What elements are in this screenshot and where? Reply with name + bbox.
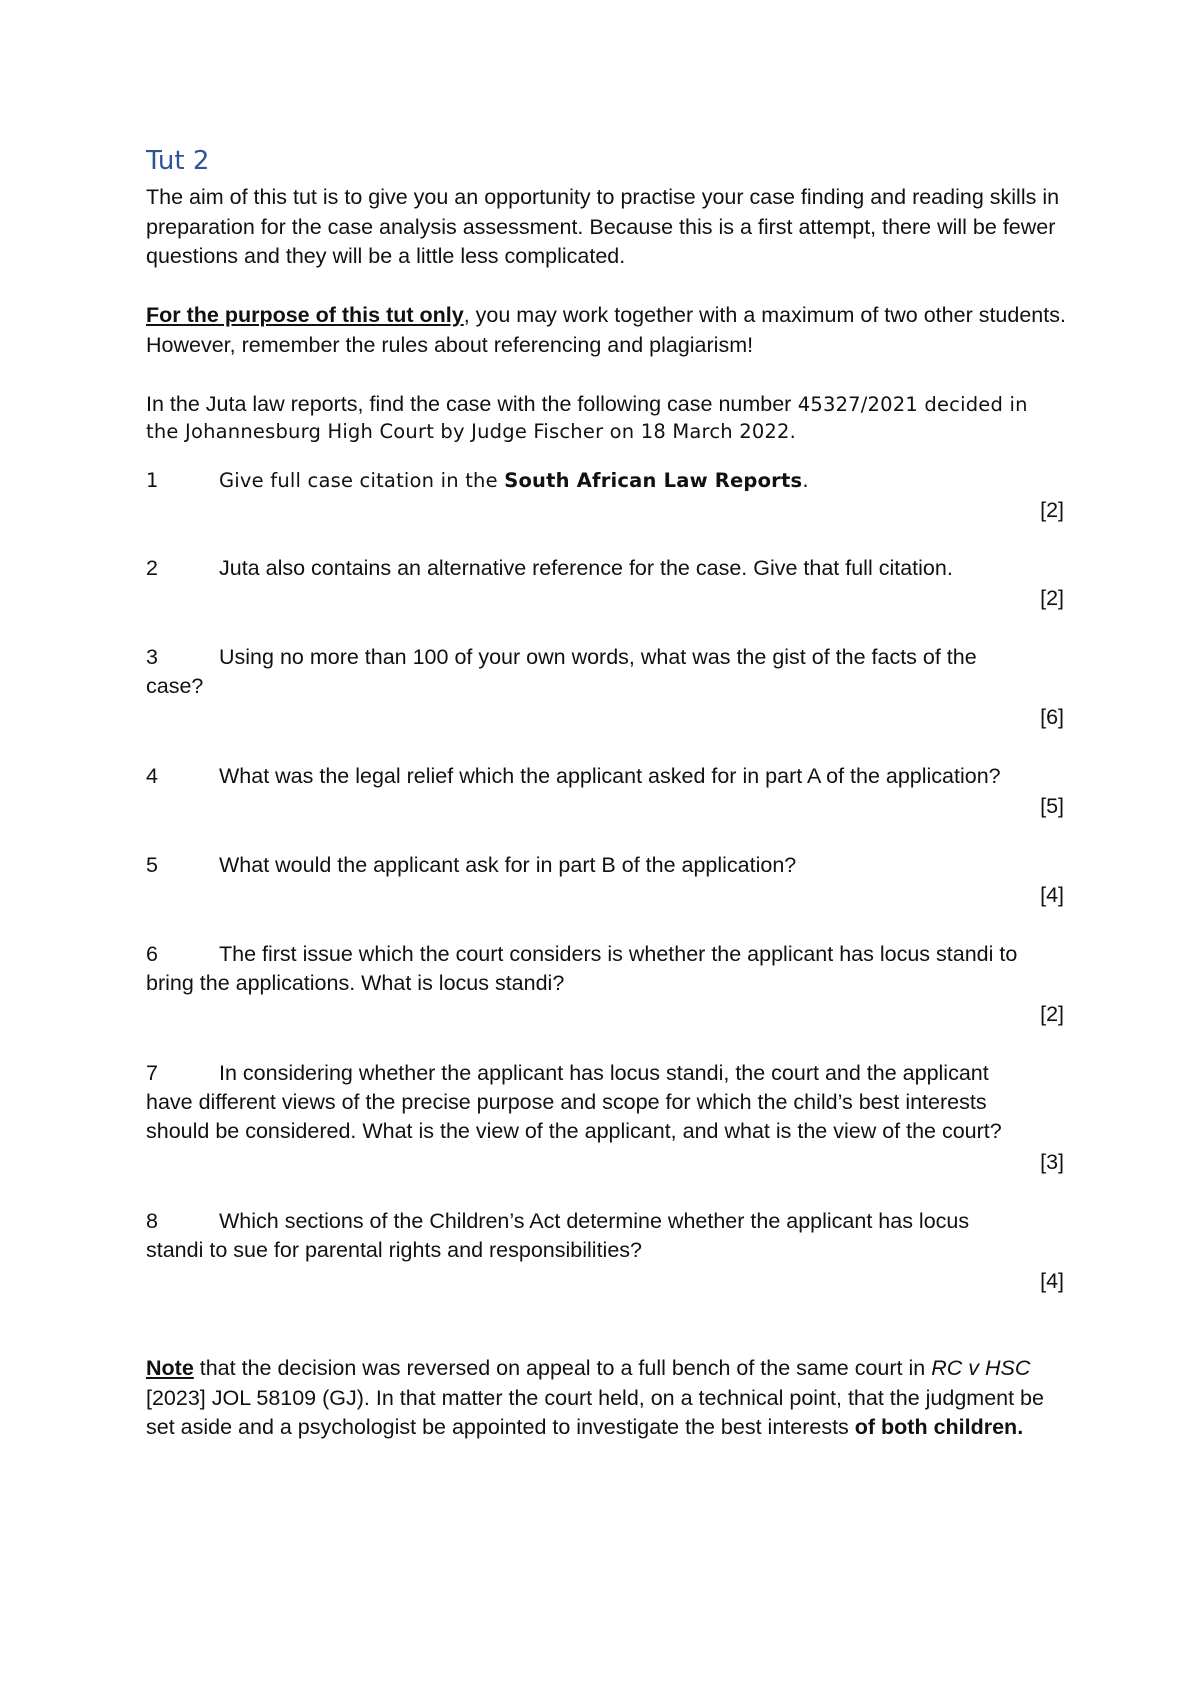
question-2 <box>146 554 1066 614</box>
note-emphasis: of both children. <box>854 1415 1024 1439</box>
question-number: 4 <box>146 764 158 788</box>
question-text-continued: should be considered. What is the view of the applicant, and what is the view of the court? <box>146 1119 1002 1143</box>
question-mark: [4] <box>1040 1269 1064 1293</box>
juta-lead: In the Juta law reports, find the case with the following case number <box>146 392 792 416</box>
question-number: 8 <box>146 1209 158 1233</box>
question-number: 7 <box>146 1061 158 1085</box>
juta-case-details: 45327/2021 decided in the Johannesburg High Court by Judge Fischer on 18 March 2022. <box>146 393 1028 443</box>
note-text: that the decision was reversed on appeal to a full bench of the same court in <box>193 1356 932 1380</box>
note-paragraph <box>146 1354 1066 1443</box>
question-mark: [6] <box>1040 705 1064 729</box>
question-text: Using no more than 100 of your own words, what was the gist of the facts of the <box>219 645 977 669</box>
question-emphasis: South African Law Reports <box>504 469 803 492</box>
question-text: What was the legal relief which the applicant asked for in part A of the application? <box>219 764 1001 788</box>
question-6 <box>146 940 1066 1030</box>
note-text-continued: [2023] JOL 58109 (GJ). In that matter the court held, on a technical point, that the judgment be set aside and a psychologist be appointed to investigate the best interests <box>146 1385 1044 1439</box>
note-case-name: RC v HSC <box>931 1356 1031 1380</box>
purpose-paragraph <box>146 301 1066 360</box>
juta-paragraph <box>146 391 1066 445</box>
question-mark: [2] <box>1040 1002 1064 1026</box>
question-mark: [2] <box>1040 586 1064 610</box>
question-4 <box>146 762 1066 822</box>
question-text: What would the applicant ask for in part B of the application? <box>219 853 797 877</box>
question-number: 3 <box>146 645 158 669</box>
question-text: In considering whether the applicant has locus standi, the court and the applicant <box>219 1061 989 1085</box>
question-number: 5 <box>146 853 158 877</box>
question-8 <box>146 1207 1066 1297</box>
purpose-text: , you may work together with a maximum of two other students. However, remember the rules about referencing and plagiarism! <box>146 303 1066 357</box>
question-mark: [2] <box>1040 498 1064 522</box>
page-title: Tut 2 <box>146 146 210 176</box>
question-text-continued: have different views of the precise purpose and scope for which the child’s best interests <box>146 1090 987 1114</box>
purpose-emphasis: For the purpose of this tut only <box>146 303 464 327</box>
intro-paragraph: The aim of this tut is to give you an opportunity to practise your case finding and reading skills in preparation for the case analysis assessment. Because this is a first attempt, there will be fewer questions and they will be a little less complicated. <box>146 185 1060 268</box>
question-text-continued: case? <box>146 674 204 698</box>
question-mark: [3] <box>1040 1150 1064 1174</box>
question-3 <box>146 643 1066 733</box>
question-text: Which sections of the Children’s Act determine whether the applicant has locus <box>219 1209 970 1233</box>
question-5 <box>146 851 1066 911</box>
question-text: The first issue which the court considers is whether the applicant has locus standi to <box>219 942 1018 966</box>
question-text-continued: standi to sue for parental rights and responsibilities? <box>146 1238 642 1262</box>
question-number: 2 <box>146 556 158 580</box>
question-text: Juta also contains an alternative reference for the case. Give that full citation. <box>219 556 953 580</box>
question-text-end: . <box>802 469 809 492</box>
question-mark: [4] <box>1040 883 1064 907</box>
note-label: Note <box>146 1356 194 1380</box>
question-number: 6 <box>146 942 158 966</box>
question-7 <box>146 1059 1066 1179</box>
question-text-continued: bring the applications. What is locus standi? <box>146 971 565 995</box>
question-mark: [5] <box>1040 794 1064 818</box>
question-1 <box>146 466 1066 526</box>
question-text: Give full case citation in the <box>219 469 505 492</box>
question-number: 1 <box>146 469 159 492</box>
